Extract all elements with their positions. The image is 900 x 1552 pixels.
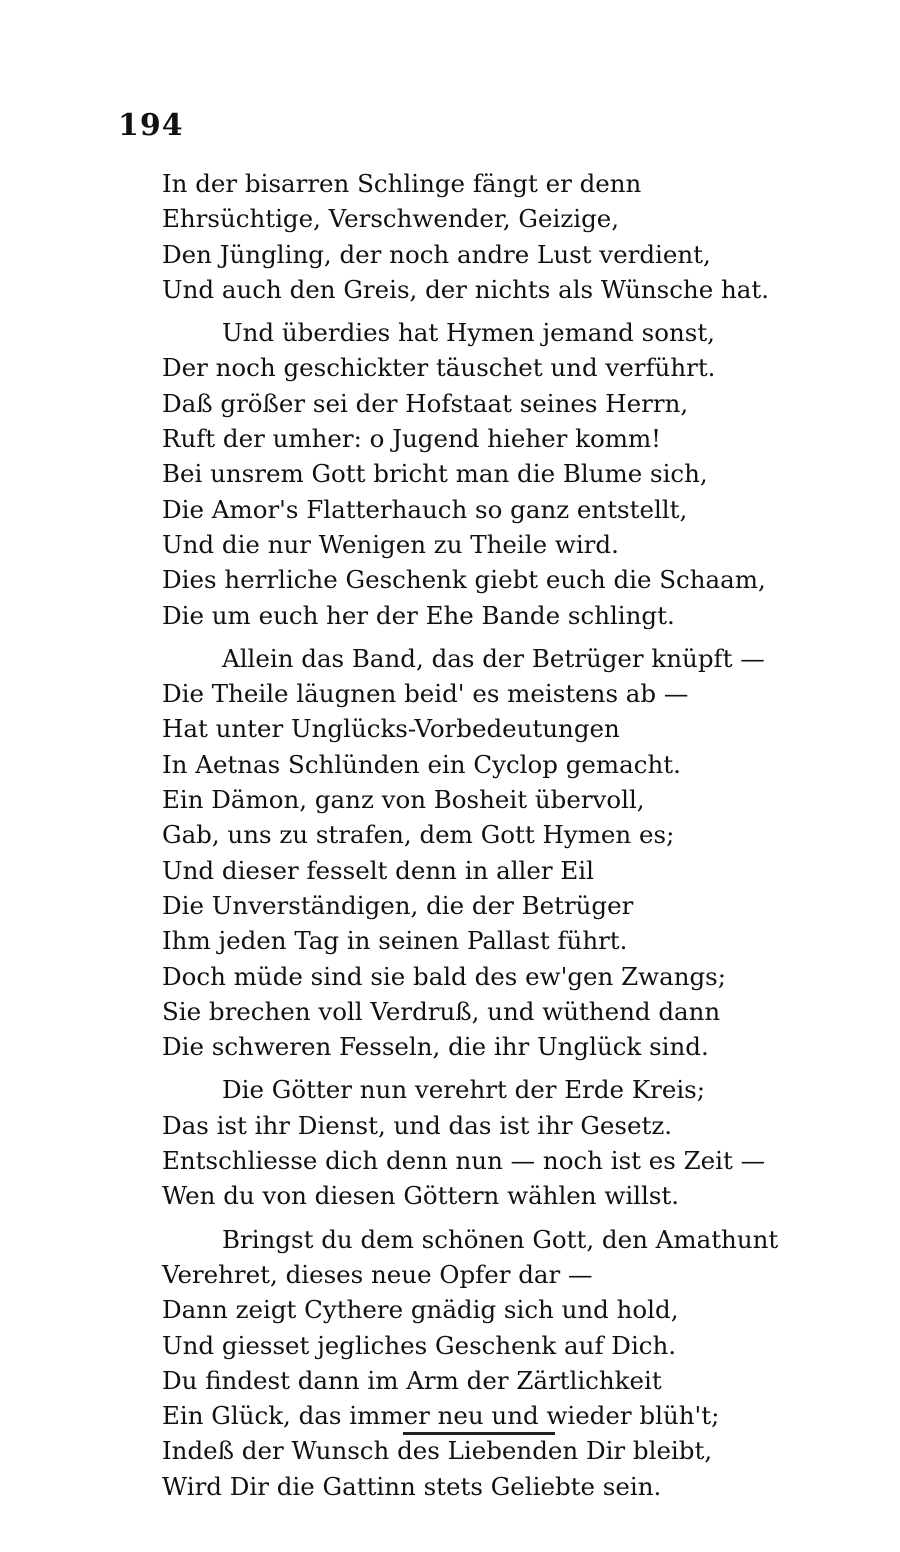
poem-line: Und auch den Greis, der nichts als Wünsche hat. [162, 274, 770, 304]
poem-line: Die Amor's Flatterhauch so ganz entstellt, [162, 494, 688, 524]
poem-line: Ruft der umher: o Jugend hieher komm! [162, 424, 662, 454]
poem-line: Ein Dämon, ganz von Bosheit übervoll, [162, 785, 645, 815]
poem-line: Dies herrliche Geschenk giebt euch die Schaam, [162, 565, 766, 595]
stanza-gap [162, 307, 852, 315]
poem-line: In der bisarren Schlinge fängt er denn [162, 169, 642, 198]
poem-line: Die Götter nun verehrt der Erde Kreis; [222, 1075, 706, 1105]
poem-line: Gab, uns zu strafen, dem Gott Hymen es; [162, 820, 675, 850]
poem-line: Hat unter Unglücks-Vorbedeutungen [162, 714, 620, 744]
poem-line: Du findest dann im Arm der Zärtlichkeit [162, 1365, 662, 1395]
poem-line: Wen du von diesen Göttern wählen willst. [162, 1181, 680, 1211]
poem-line: Und überdies hat Hymen jemand sonst, [222, 318, 715, 348]
poem-line: Ehrsüchtige, Verschwender, Geizige, [162, 204, 620, 234]
poem-line: Wird Dir die Gattinn stets Geliebte sein. [162, 1471, 662, 1501]
closing-rule [403, 1432, 555, 1435]
poem-line: Bringst du dem schönen Gott, den Amathunt [222, 1224, 779, 1254]
poem-line: Den Jüngling, der noch andre Lust verdient, [162, 239, 711, 269]
poem-line: Und giesset jegliches Geschenk auf Dich. [162, 1330, 677, 1360]
stanza-gap [162, 1064, 852, 1072]
poem-line: In Aetnas Schlünden ein Cyclop gemacht. [162, 749, 681, 779]
poem-line: Bei unsrem Gott bricht man die Blume sich, [162, 459, 708, 489]
poem-line: Verehret, dieses neue Opfer dar — [162, 1259, 593, 1289]
poem-line: Die Theile läugnen beid' es meistens ab — [162, 679, 689, 709]
poem-line: Allein das Band, das der Betrüger knüpft — [222, 643, 765, 673]
poem-line: Und die nur Wenigen zu Theile wird. [162, 529, 619, 559]
poem-line: Ein Glück, das immer neu und wieder blüh't; [162, 1401, 720, 1431]
page-number: 194 [118, 108, 184, 143]
poem-line: Die um euch her der Ehe Bande schlingt. [162, 600, 675, 630]
poem-line: Dann zeigt Cythere gnädig sich und hold, [162, 1295, 679, 1325]
stanza-gap [162, 1214, 852, 1222]
poem-line: Indeß der Wunsch des Liebenden Dir bleibt, [162, 1436, 713, 1466]
poem-line: Und dieser fesselt denn in aller Eil [162, 855, 594, 885]
poem-line: Das ist ihr Dienst, und das ist ihr Gesetz. [162, 1110, 673, 1140]
poem-line: Der noch geschickter täuschet und verführt. [162, 353, 716, 383]
poem-line: Sie brechen voll Verdruß, und wüthend dann [162, 996, 721, 1026]
poem-line: Doch müde sind sie bald des ew'gen Zwangs; [162, 961, 727, 991]
poem-line: Die schweren Fesseln, die ihr Unglück sind. [162, 1032, 709, 1062]
stanza-gap [162, 633, 852, 641]
poem-line: Ihm jeden Tag in seinen Pallast führt. [162, 926, 628, 956]
poem-line: Die Unverständigen, die der Betrüger [162, 890, 634, 920]
poem-body [162, 166, 852, 1504]
poem-line: Entschliesse dich denn nun — noch ist es Zeit — [162, 1146, 766, 1176]
poem-line: Daß größer sei der Hofstaat seines Herrn, [162, 388, 689, 418]
